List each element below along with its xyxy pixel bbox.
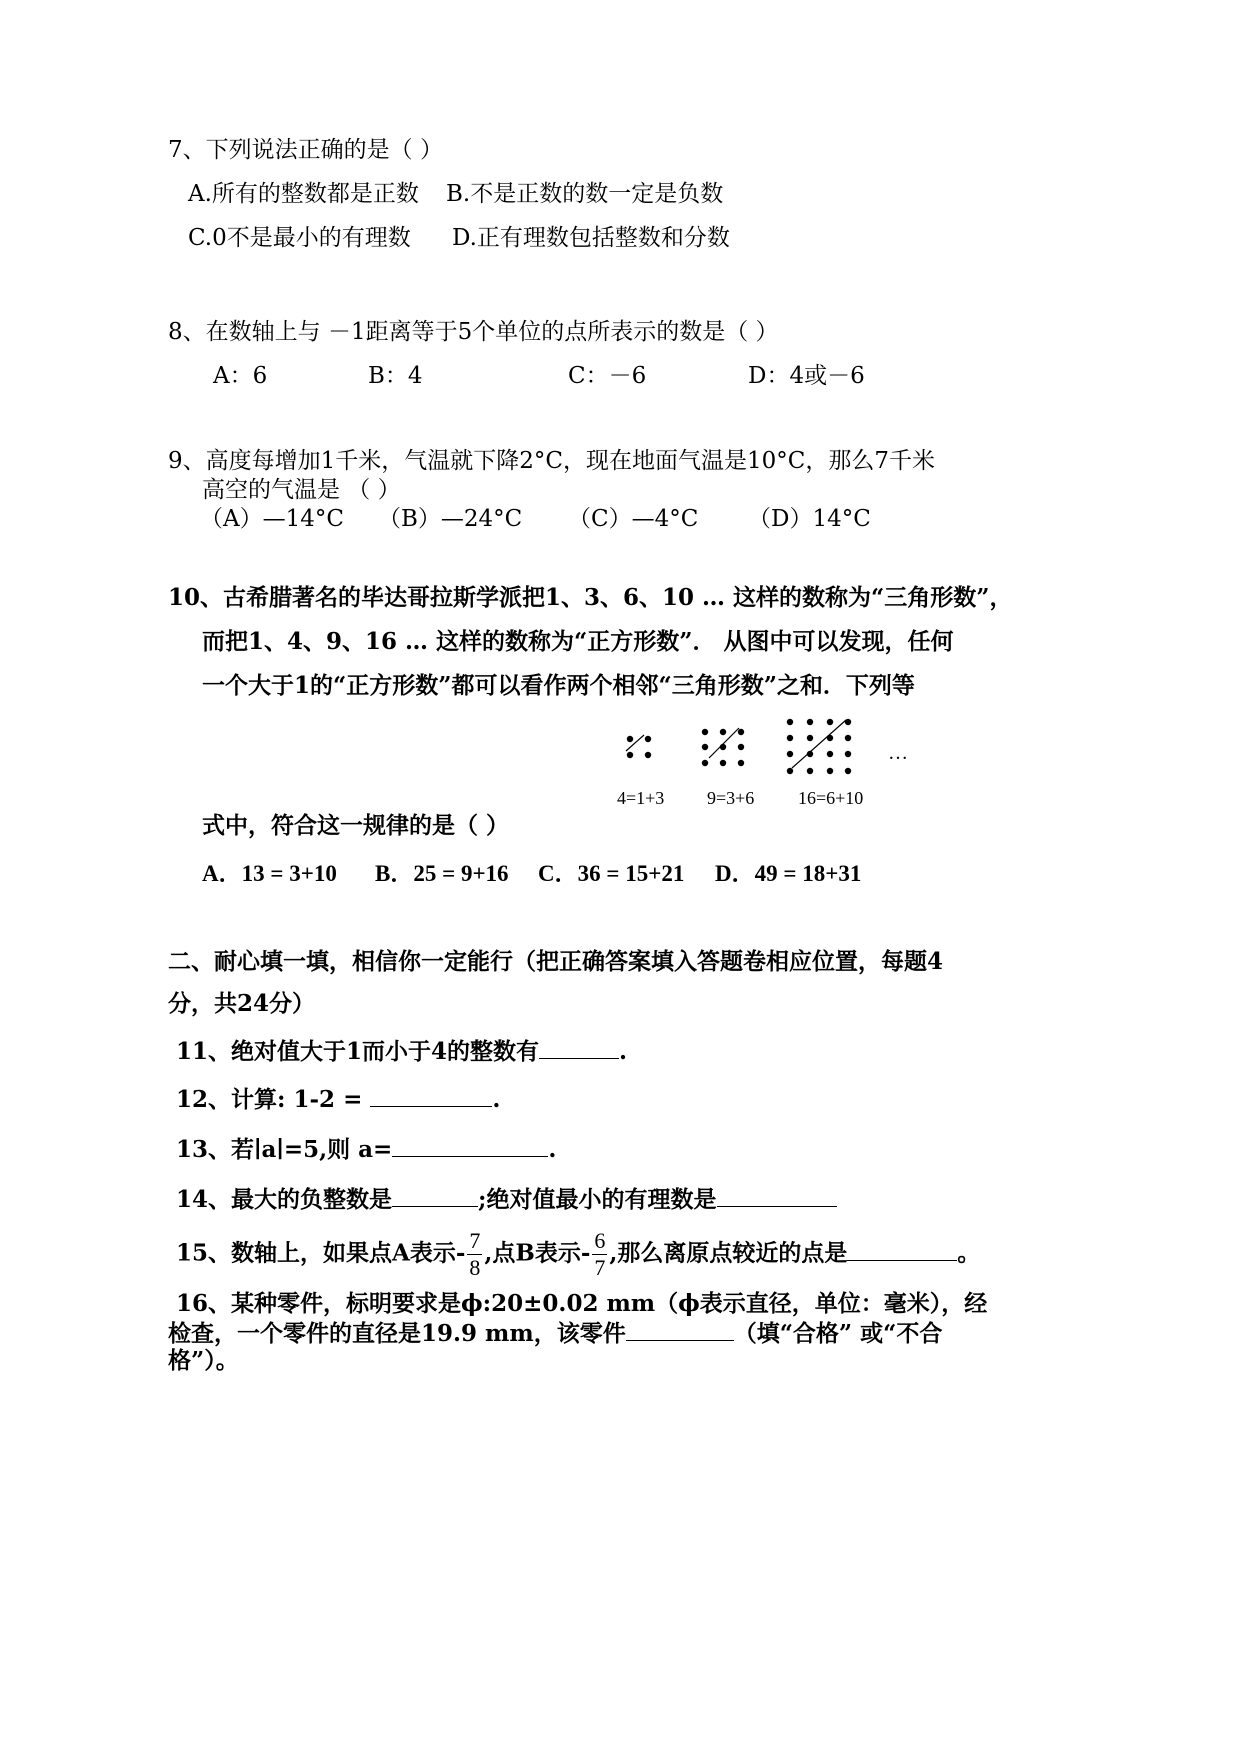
section2-heading-line2: 分，共24分） [168, 990, 316, 1017]
q14-answer-blank-1[interactable] [392, 1184, 478, 1207]
q12-period: . [492, 1086, 501, 1113]
triangle-square-dot-figures [612, 714, 912, 784]
q15-text-post: ,那么离原点较近的点是 [609, 1239, 848, 1267]
q15 [176, 1228, 980, 1281]
q12 [176, 1084, 500, 1114]
q9-stem-line1: 9、高度每增加1千米，气温就下降2°C，现在地面气温是10°C，那么7千米 [168, 448, 935, 474]
q15-answer-blank[interactable] [847, 1238, 957, 1261]
q13 [176, 1134, 556, 1164]
q13-period: . [548, 1136, 557, 1163]
dot-figure-16 [787, 719, 851, 774]
q12-text: 12、计算: 1-2 = [176, 1086, 371, 1113]
q16-text: 检查，一个零件的直径是19.9 mm，该零件 [168, 1320, 626, 1347]
q16-text-post: （填“合格” 或“不合 [733, 1320, 943, 1347]
q8-option-b: B：4 [368, 363, 423, 389]
q9-stem-line2: 高空的气温是 （ ） [202, 477, 401, 503]
q13-answer-blank[interactable] [392, 1134, 548, 1157]
q16-line2 [168, 1318, 942, 1348]
q15-end: 。 [957, 1239, 981, 1267]
q8-stem: 8、在数轴上与 －1距离等于5个单位的点所表示的数是（ ） [168, 319, 779, 345]
q7-option-d: D.正有理数包括整数和分数 [452, 225, 730, 251]
dot-figure-4 [626, 735, 651, 758]
figure-caption-9: 9=3+6 [707, 788, 755, 808]
figure-caption-16: 16=6+10 [798, 788, 864, 808]
q9-option-b: （B）—24°C [378, 506, 523, 532]
q13-text: 13、若 [176, 1136, 255, 1163]
q8-option-c: C：－6 [568, 363, 647, 389]
q9-option-c: （C）—4°C [568, 506, 699, 532]
q9-option-a: （A）—14°C [200, 506, 344, 532]
q13-abs: ∣a∣ [254, 1136, 284, 1163]
q10-line3: 一个大于1的“正方形数”都可以看作两个相邻“三角形数”之和．下列等 [202, 672, 915, 699]
q7-option-c: C.0不是最小的有理数 [188, 225, 411, 251]
q14 [176, 1184, 837, 1214]
q13-text-mid: =5,则 a= [283, 1136, 393, 1163]
q11 [176, 1036, 627, 1066]
figure-caption-4: 4=1+3 [617, 788, 665, 808]
q8-option-a: A：6 [213, 363, 268, 389]
q16-line1: 16、某种零件，标明要求是ϕ:20±0.02 mm（ϕ表示直径，单位：毫米），经 [176, 1290, 988, 1317]
q10-option-c: C．36 = 15+21 [538, 861, 685, 886]
q16-line3: 格”）。 [168, 1347, 239, 1374]
q15-fraction-a-den: 8 [469, 1255, 481, 1280]
q15-fraction-b [592, 1228, 607, 1281]
q14-text-2: ;绝对值最小的有理数是 [478, 1186, 717, 1213]
q16-answer-blank[interactable] [626, 1318, 734, 1341]
q15-text: 15、数轴上，如果点A表示- [176, 1239, 466, 1267]
q11-answer-blank[interactable] [539, 1036, 619, 1059]
q10-line2: 而把1、4、9、16 … 这样的数称为“正方形数”． 从图中可以发现，任何 [202, 628, 954, 655]
q14-text-1: 14、最大的负整数是 [176, 1186, 393, 1213]
q10-option-b: B．25 = 9+16 [375, 861, 509, 886]
q15-fraction-b-num: 6 [594, 1228, 606, 1253]
q11-text: 11、绝对值大于1而小于4的整数有 [176, 1038, 540, 1065]
q15-fraction-b-den: 7 [594, 1255, 606, 1280]
q9-option-d: （D）14°C [748, 506, 871, 532]
q10-line4: 式中，符合这一规律的是（ ） [202, 812, 510, 839]
q7-option-a: A.所有的整数都是正数 [188, 181, 419, 207]
q15-fraction-a-num: 7 [469, 1228, 481, 1253]
q10-line1: 10、古希腊著名的毕达哥拉斯学派把1、3、6、10 … 这样的数称为“三角形数”， [168, 584, 1013, 611]
figure-ellipsis: … [888, 742, 908, 764]
dot-figure-9 [702, 728, 744, 766]
section2-heading-line1: 二、耐心填一填，相信你一定能行（把正确答案填入答题卷相应位置，每题4 [168, 948, 944, 975]
q7-option-b: B.不是正数的数一定是负数 [446, 181, 724, 207]
q15-fraction-a [467, 1228, 482, 1281]
q12-answer-blank[interactable] [370, 1084, 492, 1107]
q14-answer-blank-2[interactable] [717, 1184, 837, 1207]
q10-option-d: D．49 = 18+31 [715, 861, 862, 886]
q10-option-a: A．13 = 3+10 [202, 861, 337, 886]
q8-option-d: D：4或－6 [748, 363, 865, 389]
q7-stem: 7、下列说法正确的是（ ） [168, 137, 443, 163]
q11-period: . [619, 1038, 628, 1065]
q15-text-mid: ,点B表示- [484, 1239, 591, 1267]
